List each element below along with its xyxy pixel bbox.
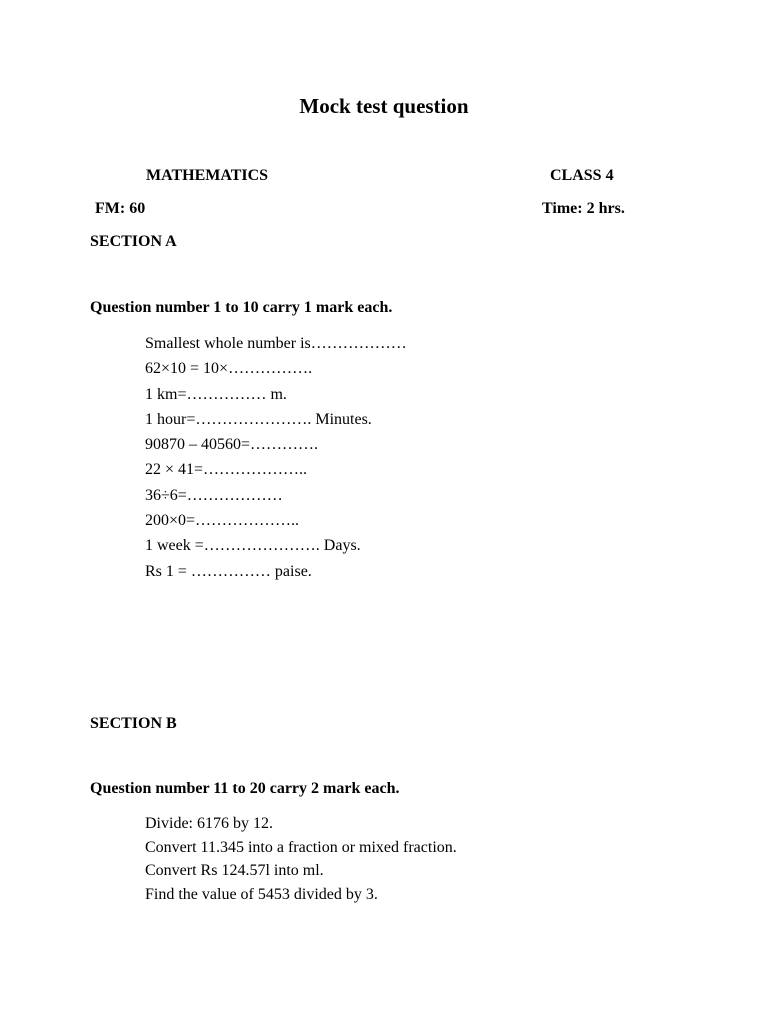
question-text: Convert Rs 124.57l into ml. <box>145 862 324 879</box>
question-text: 200×0=……………….. <box>145 512 300 530</box>
time-label: Time: 2 hrs. <box>542 200 625 217</box>
subject-label: MATHEMATICS <box>146 167 269 184</box>
question-text: Rs 1 = …………… paise. <box>145 562 312 580</box>
question-text: 36÷6=……………… <box>145 486 283 504</box>
question-text: Divide: 6176 by 12. <box>145 815 273 832</box>
section-b-instruction: Question number 11 to 20 carry 2 mark each. <box>90 780 400 797</box>
question-text: 22 × 41=……………….. <box>145 461 308 479</box>
question-text: 1 km=…………… m. <box>145 385 287 403</box>
question-text: 1 hour=…………………. Minutes. <box>145 410 372 428</box>
question-text: Convert 11.345 into a fraction or mixed fraction. <box>145 838 457 856</box>
question-text: Smallest whole number is……………… <box>145 335 407 352</box>
full-marks-label: FM: 60 <box>95 200 146 217</box>
section-a-heading: SECTION A <box>90 233 177 250</box>
question-text: 90870 – 40560=…………. <box>145 436 319 454</box>
section-a-instruction: Question number 1 to 10 carry 1 mark each. <box>90 299 393 316</box>
class-label: CLASS 4 <box>550 167 614 184</box>
section-b-heading: SECTION B <box>90 715 177 732</box>
question-text: 62×10 = 10×……………. <box>145 360 313 378</box>
question-text: 1 week =…………………. Days. <box>145 537 361 555</box>
page-title: Mock test question <box>299 94 469 118</box>
question-text: Find the value of 5453 divided by 3. <box>145 885 378 903</box>
